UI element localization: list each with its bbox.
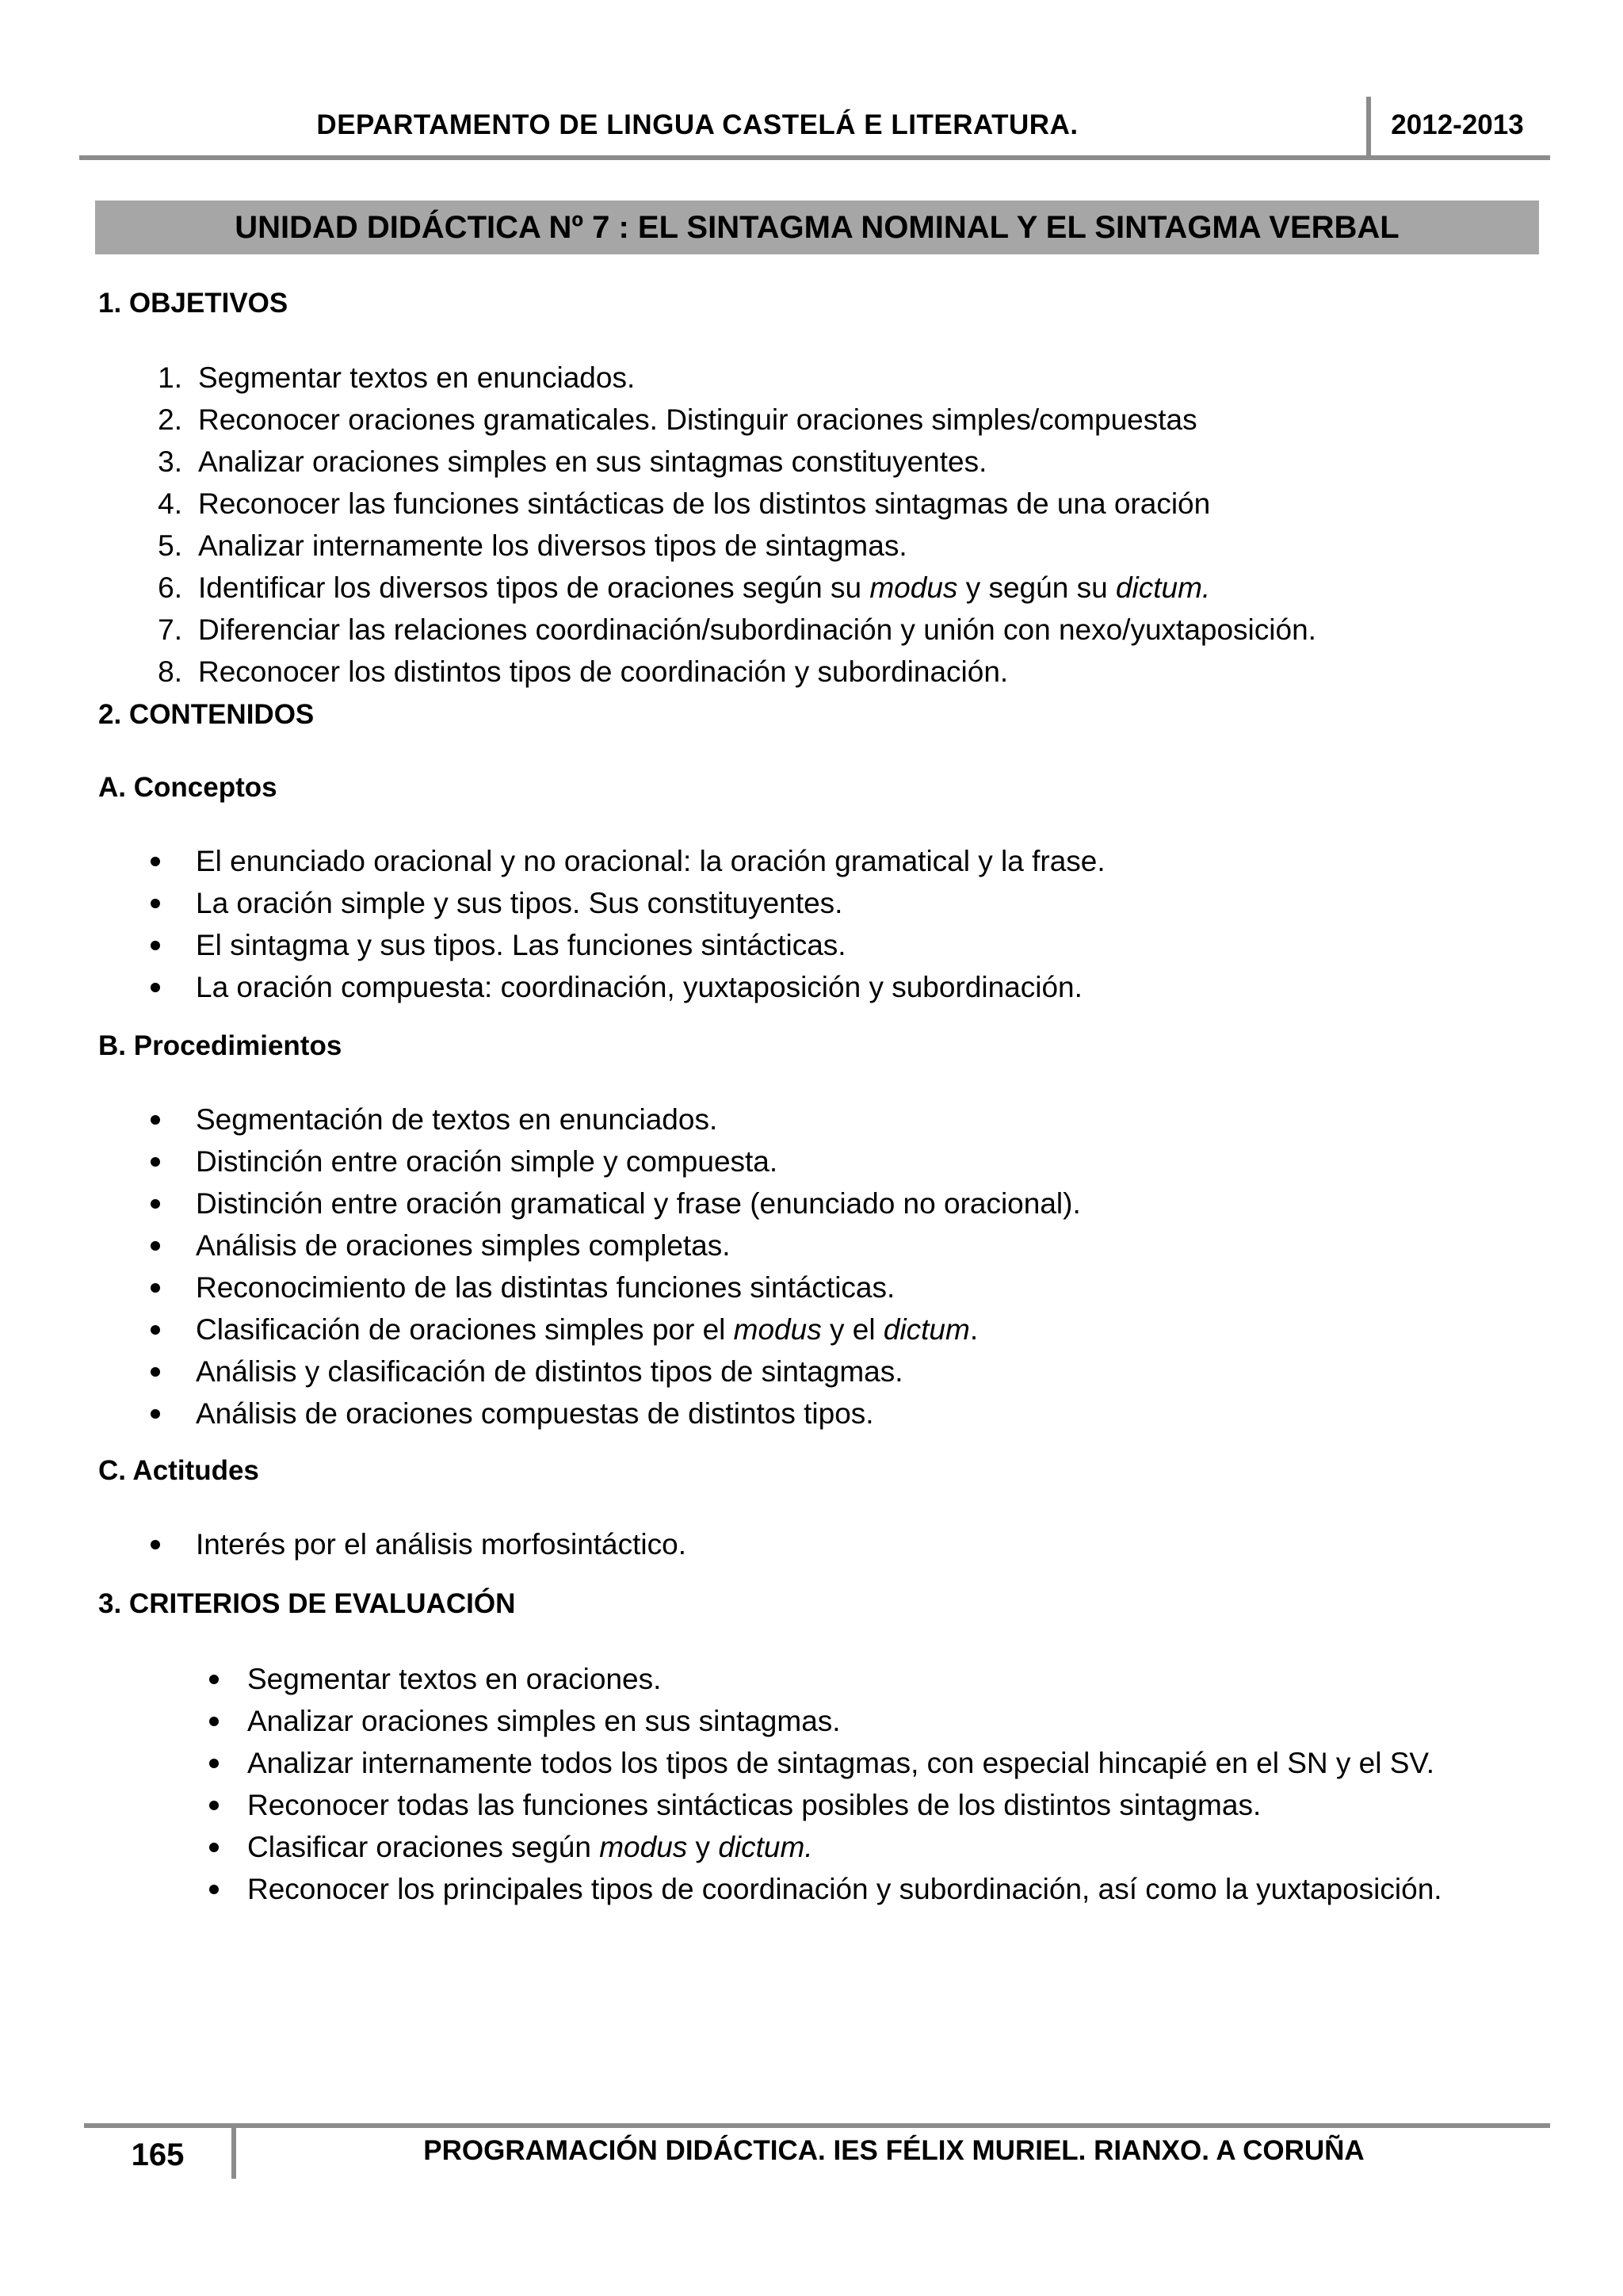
bullet-icon bbox=[151, 1409, 160, 1419]
contenidos-heading: 2. CONTENIDOS bbox=[98, 699, 315, 730]
list-item: Segmentar textos en oraciones. bbox=[0, 1658, 1623, 1700]
list-item: Reconocer los principales tipos de coordinación y subordinación, así como la yuxtaposición. bbox=[0, 1868, 1623, 1910]
list-item: El enunciado oracional y no oracional: la oración gramatical y la frase. bbox=[0, 840, 1623, 882]
bullet-icon bbox=[209, 1843, 219, 1852]
list-item: Segmentación de textos en enunciados. bbox=[0, 1098, 1623, 1140]
bullet-icon bbox=[151, 857, 160, 866]
unit-banner bbox=[95, 201, 1539, 254]
bullet-icon bbox=[151, 1325, 160, 1335]
bullet-icon bbox=[209, 1885, 219, 1894]
list-item: 1. Segmentar textos en enunciados. bbox=[158, 361, 636, 394]
objetivos-list bbox=[0, 357, 1623, 693]
bullet-icon bbox=[209, 1759, 219, 1768]
footer-rule bbox=[84, 2123, 1550, 2128]
footer-text: PROGRAMACIÓN DIDÁCTICA. IES FÉLIX MURIEL. RIANXO. A CORUÑA bbox=[423, 2135, 1365, 2166]
actitudes-list bbox=[0, 1523, 1623, 1565]
bullet-icon bbox=[151, 1367, 160, 1377]
list-item: Clasificación de oraciones simples por el modus y el dictum. bbox=[0, 1308, 1623, 1350]
criterios-list bbox=[0, 1658, 1623, 1910]
objetivos-heading: 1. OBJETIVOS bbox=[98, 288, 288, 319]
procedimientos-heading: B. Procedimientos bbox=[98, 1030, 342, 1061]
list-item: 7. Diferenciar las relaciones coordinación/subordinación y unión con nexo/yuxtaposición. bbox=[158, 613, 1316, 646]
conceptos-list bbox=[0, 840, 1623, 1008]
list-item: Analizar oraciones simples en sus sintagmas. bbox=[0, 1700, 1623, 1742]
page-number: 165 bbox=[131, 2137, 185, 2172]
bullet-icon bbox=[151, 1115, 160, 1125]
actitudes-heading: C. Actitudes bbox=[98, 1455, 259, 1486]
header-year: 2012-2013 bbox=[1391, 109, 1524, 140]
list-item: Distinción entre oración simple y compuesta. bbox=[0, 1140, 1623, 1182]
bullet-icon bbox=[151, 941, 160, 950]
list-item: La oración compuesta: coordinación, yuxtaposición y subordinación. bbox=[0, 966, 1623, 1008]
list-item: Analizar internamente todos los tipos de sintagmas, con especial hincapié en el SN y el SV. bbox=[0, 1742, 1623, 1784]
list-item: Reconocer todas las funciones sintácticas posibles de los distintos sintagmas. bbox=[0, 1784, 1623, 1826]
list-item: La oración simple y sus tipos. Sus constituyentes. bbox=[0, 882, 1623, 924]
unit-title: UNIDAD DIDÁCTICA Nº 7 : EL SINTAGMA NOMINAL Y EL SINTAGMA VERBAL bbox=[235, 209, 1400, 245]
criterios-heading: 3. CRITERIOS DE EVALUACIÓN bbox=[98, 1588, 516, 1619]
list-item: 2. Reconocer oraciones gramaticales. Distinguir oraciones simples/compuestas bbox=[158, 403, 1197, 436]
bullet-icon bbox=[151, 1283, 160, 1293]
bullet-icon bbox=[151, 899, 160, 908]
list-item: Análisis de oraciones compuestas de distintos tipos. bbox=[0, 1392, 1623, 1435]
bullet-icon bbox=[209, 1675, 219, 1684]
bullet-icon bbox=[151, 983, 160, 992]
list-item: 8. Reconocer los distintos tipos de coordinación y subordinación. bbox=[158, 655, 1009, 688]
conceptos-heading: A. Conceptos bbox=[98, 772, 277, 803]
procedimientos-list bbox=[0, 1098, 1623, 1435]
list-item: 4. Reconocer las funciones sintácticas de los distintos sintagmas de una oración bbox=[158, 487, 1211, 520]
bullet-icon bbox=[151, 1241, 160, 1251]
list-item: 3. Analizar oraciones simples en sus sintagmas constituyentes. bbox=[158, 445, 987, 478]
bullet-icon bbox=[151, 1157, 160, 1167]
list-item: Reconocimiento de las distintas funciones sintácticas. bbox=[0, 1266, 1623, 1308]
bullet-icon bbox=[151, 1199, 160, 1209]
list-item: Análisis y clasificación de distintos tipos de sintagmas. bbox=[0, 1350, 1623, 1392]
list-item: Análisis de oraciones simples completas. bbox=[0, 1224, 1623, 1266]
list-item: 5. Analizar internamente los diversos tipos de sintagmas. bbox=[158, 529, 907, 562]
list-item: El sintagma y sus tipos. Las funciones sintácticas. bbox=[0, 924, 1623, 966]
list-item: 6. Identificar los diversos tipos de oraciones según su modus y según su dictum. bbox=[158, 571, 1211, 604]
list-item: Clasificar oraciones según modus y dictum. bbox=[0, 1826, 1623, 1868]
list-item: Interés por el análisis morfosintáctico. bbox=[0, 1523, 1623, 1565]
bullet-icon bbox=[209, 1801, 219, 1810]
header-department: DEPARTAMENTO DE LINGUA CASTELÁ E LITERATURA. bbox=[316, 109, 1079, 140]
list-item: Distinción entre oración gramatical y frase (enunciado no oracional). bbox=[0, 1182, 1623, 1224]
bullet-icon bbox=[209, 1717, 219, 1726]
header-rule bbox=[79, 155, 1550, 160]
bullet-icon bbox=[151, 1540, 160, 1549]
